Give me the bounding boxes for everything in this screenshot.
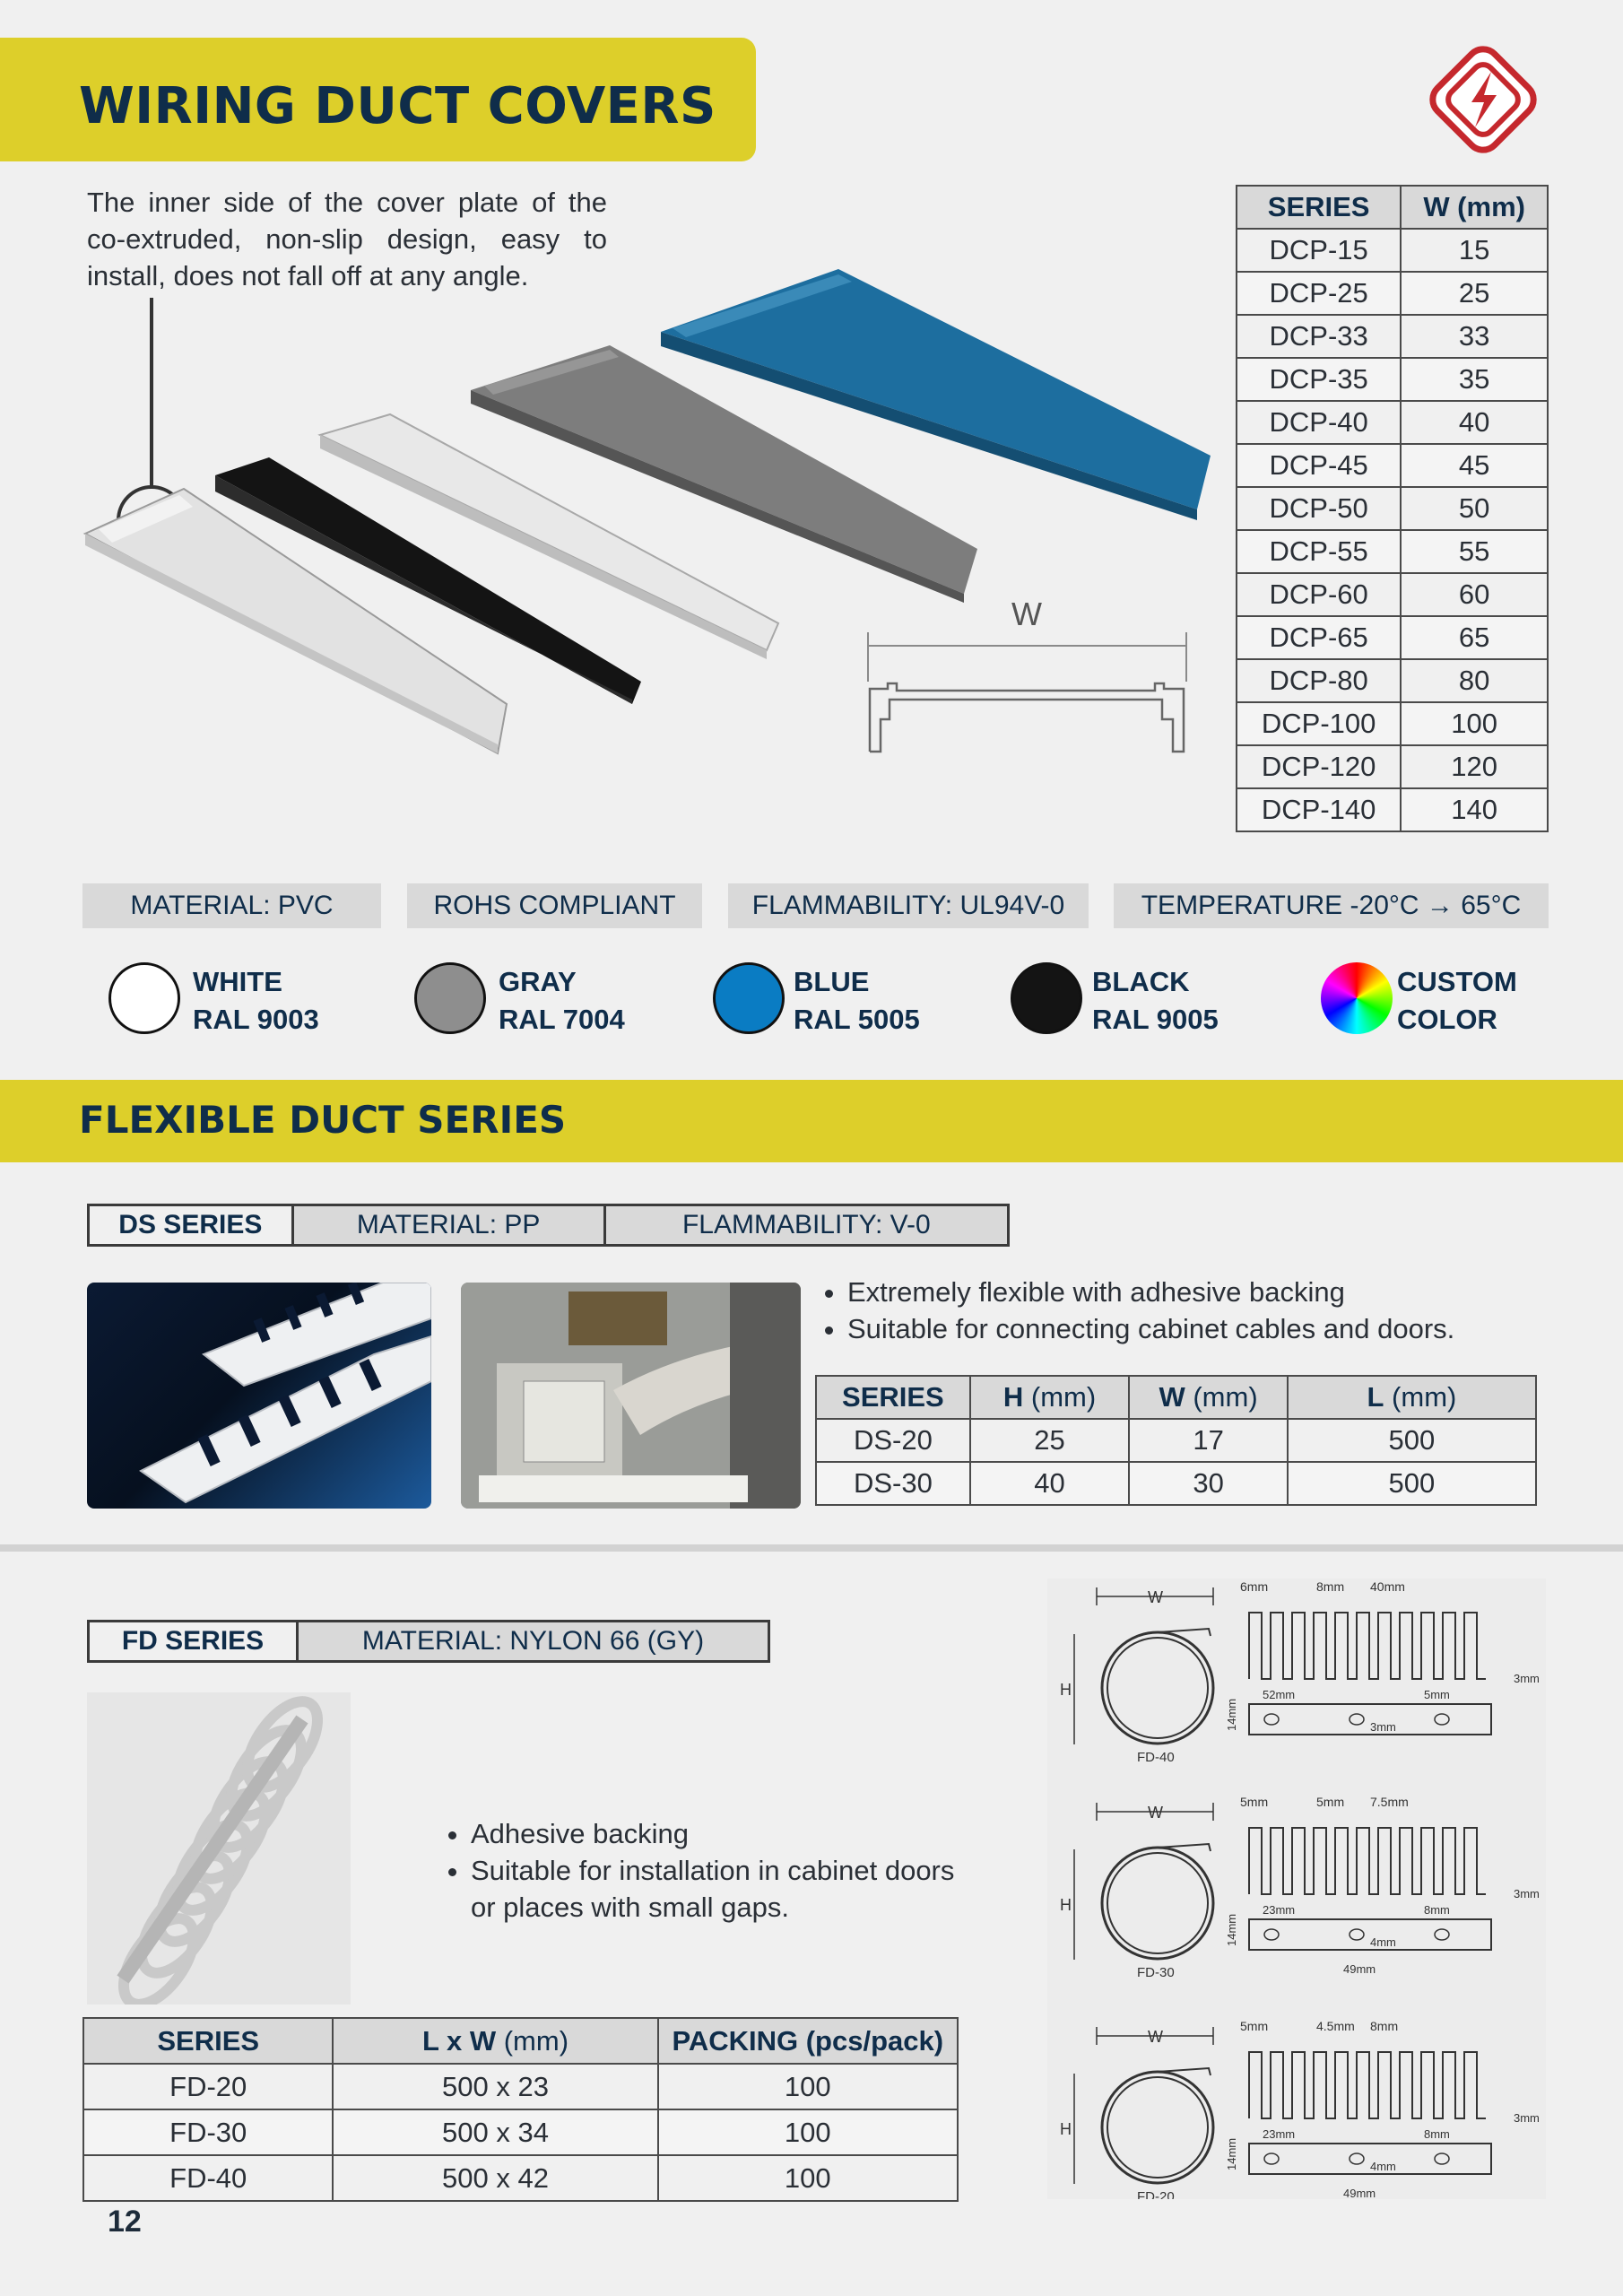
- dimension-label: 5mm: [1424, 1688, 1450, 1701]
- ds-flammability-tag: FLAMMABILITY: V-0: [603, 1206, 1007, 1244]
- dimension-label: 5mm: [1240, 2019, 1269, 2033]
- table-cell: 60: [1401, 573, 1548, 616]
- table-cell: 100: [658, 2064, 958, 2109]
- ds-feature-item: • Suitable for connecting cabinet cables and doors.: [847, 1310, 1454, 1347]
- dimension-label: 7.5mm: [1370, 1795, 1409, 1809]
- table-row: [816, 1462, 1536, 1505]
- width-dimension-label: W: [1011, 596, 1042, 632]
- table-cell: DCP-35: [1237, 358, 1401, 401]
- dimension-label: 8mm: [1424, 1903, 1450, 1917]
- table-cell: 500: [1288, 1419, 1536, 1462]
- ds-application-photo: [461, 1283, 801, 1509]
- dimension-label: 8mm: [1424, 2127, 1450, 2141]
- table-cell: DCP-50: [1237, 487, 1401, 530]
- col-header-series: SERIES: [1237, 186, 1401, 229]
- dimension-label: 14mm: [1225, 2137, 1238, 2170]
- fd-series-tag: FD SERIES: [90, 1622, 296, 1660]
- table-cell: DCP-80: [1237, 659, 1401, 702]
- section-divider: [0, 1544, 1623, 1552]
- model-label: FD-30: [1137, 1965, 1175, 1980]
- table-cell: 80: [1401, 659, 1548, 702]
- col-header-length: L (mm): [1288, 1376, 1536, 1419]
- table-cell: 100: [1401, 702, 1548, 745]
- ds-feature-item: • Extremely flexible with adhesive backing: [847, 1274, 1454, 1310]
- table-cell: DCP-40: [1237, 401, 1401, 444]
- dimension-label: 49mm: [1343, 2187, 1376, 2199]
- table-cell: DCP-33: [1237, 315, 1401, 358]
- table-row: [1237, 702, 1548, 745]
- table-row: [1237, 573, 1548, 616]
- table-cell: FD-30: [83, 2109, 333, 2155]
- table-cell: 140: [1401, 788, 1548, 831]
- fd-technical-drawings: [1047, 1578, 1546, 2199]
- col-header-width: W (mm): [1129, 1376, 1288, 1419]
- table-cell: DCP-60: [1237, 573, 1401, 616]
- dimension-label: 3mm: [1514, 1672, 1540, 1685]
- fd-drawing: [1060, 1579, 1540, 1765]
- table-cell: 500 x 23: [333, 2064, 657, 2109]
- table-cell: DCP-140: [1237, 788, 1401, 831]
- ds-spec-table: [815, 1375, 1537, 1506]
- ds-series-tags: [87, 1204, 1010, 1247]
- dimension-label: 14mm: [1225, 1913, 1238, 1946]
- table-cell: DCP-120: [1237, 745, 1401, 788]
- table-cell: 40: [970, 1462, 1130, 1505]
- title-banner: [0, 38, 756, 161]
- dimension-label: 49mm: [1343, 1962, 1376, 1976]
- table-row: [816, 1419, 1536, 1462]
- custom-color-label: CUSTOM COLOR: [1397, 966, 1517, 1035]
- model-label: FD-20: [1137, 2189, 1175, 2199]
- dimension-label: 8mm: [1316, 1579, 1345, 1594]
- fd-spec-table: [82, 2017, 959, 2202]
- table-cell: DCP-100: [1237, 702, 1401, 745]
- ds-series-tag: DS SERIES: [90, 1206, 291, 1244]
- table-cell: 500 x 34: [333, 2109, 657, 2155]
- table-cell: 100: [658, 2109, 958, 2155]
- table-cell: FD-20: [83, 2064, 333, 2109]
- gray-swatch: [414, 962, 486, 1034]
- table-cell: FD-40: [83, 2155, 333, 2201]
- duct-covers-illustration: [81, 260, 1219, 762]
- table-cell: 17: [1129, 1419, 1288, 1462]
- gray-label: GRAY RAL 7004: [499, 966, 625, 1035]
- table-row: [1237, 745, 1548, 788]
- fd-feature-item: • Adhesive backing: [471, 1815, 973, 1852]
- table-cell: 65: [1401, 616, 1548, 659]
- fd-feature-list: [438, 1815, 973, 1926]
- table-cell: 500 x 42: [333, 2155, 657, 2201]
- table-cell: 40: [1401, 401, 1548, 444]
- dimension-label: 23mm: [1263, 2127, 1296, 2141]
- table-row: [83, 2064, 958, 2109]
- table-cell: 33: [1401, 315, 1548, 358]
- fd-material-tag: MATERIAL: NYLON 66 (GY): [296, 1622, 768, 1660]
- white-swatch: [108, 962, 180, 1034]
- property-flammability: FLAMMABILITY: UL94V-0: [728, 883, 1089, 928]
- width-label: W: [1148, 1588, 1163, 1606]
- table-cell: DS-30: [816, 1462, 970, 1505]
- cover-width-table: [1236, 185, 1549, 832]
- fd-drawing: [1060, 2019, 1540, 2199]
- page-title: WIRING DUCT COVERS: [79, 77, 716, 135]
- table-row: [1237, 229, 1548, 272]
- ds-material-tag: MATERIAL: PP: [291, 1206, 603, 1244]
- table-cell: 35: [1401, 358, 1548, 401]
- table-cell: 25: [970, 1419, 1130, 1462]
- black-label: BLACK RAL 9005: [1092, 966, 1219, 1035]
- white-label: WHITE RAL 9003: [193, 966, 319, 1035]
- width-label: W: [1148, 1804, 1163, 1822]
- dimension-label: 5mm: [1316, 1795, 1345, 1809]
- col-header-series: SERIES: [816, 1376, 970, 1419]
- table-cell: 15: [1401, 229, 1548, 272]
- blue-label: BLUE RAL 5005: [794, 966, 920, 1035]
- dimension-label: 23mm: [1263, 1903, 1296, 1917]
- blue-swatch: [713, 962, 785, 1034]
- col-header-dimensions: L x W (mm): [333, 2018, 657, 2064]
- dimension-label: 52mm: [1263, 1688, 1296, 1701]
- intro-text: The inner side of the cover plate of the co-extruded, non-slip design, easy to install, does not fall off at any angle.: [87, 187, 607, 291]
- table-row: [1237, 401, 1548, 444]
- property-temperature: TEMPERATURE -20°C → 65°C: [1114, 883, 1549, 928]
- table-cell: DCP-55: [1237, 530, 1401, 573]
- col-header-series: SERIES: [83, 2018, 333, 2064]
- dimension-label: 40mm: [1370, 1579, 1405, 1594]
- table-cell: 120: [1401, 745, 1548, 788]
- black-swatch: [1011, 962, 1082, 1034]
- dimension-label: 5mm: [1240, 1795, 1269, 1809]
- table-row: [1237, 788, 1548, 831]
- table-cell: 500: [1288, 1462, 1536, 1505]
- table-cell: 50: [1401, 487, 1548, 530]
- table-cell: DS-20: [816, 1419, 970, 1462]
- dimension-label: 3mm: [1514, 1887, 1540, 1900]
- width-label: W: [1148, 2028, 1163, 2046]
- dimension-label: 3mm: [1370, 1720, 1396, 1734]
- section-title: FLEXIBLE DUCT SERIES: [79, 1098, 567, 1142]
- table-cell: DCP-15: [1237, 229, 1401, 272]
- table-row: [1237, 487, 1548, 530]
- flexible-duct-banner: [0, 1080, 1623, 1162]
- dimension-label: 6mm: [1240, 1579, 1269, 1594]
- fd-series-tags: [87, 1620, 770, 1663]
- custom-color-swatch: [1321, 962, 1393, 1034]
- dimension-label: 4mm: [1370, 1935, 1396, 1949]
- dimension-label: 4mm: [1370, 2160, 1396, 2173]
- dimension-label: 3mm: [1514, 2111, 1540, 2125]
- table-cell: DCP-65: [1237, 616, 1401, 659]
- dimension-label: 8mm: [1370, 2019, 1399, 2033]
- table-row: [1237, 272, 1548, 315]
- table-row: [1237, 616, 1548, 659]
- table-cell: 45: [1401, 444, 1548, 487]
- table-row: [1237, 358, 1548, 401]
- table-row: [1237, 659, 1548, 702]
- table-cell: 100: [658, 2155, 958, 2201]
- fd-product-photo: [87, 1692, 351, 2005]
- height-label: H: [1060, 1681, 1072, 1699]
- fd-drawing: [1060, 1795, 1540, 1980]
- height-label: H: [1060, 1896, 1072, 1914]
- table-cell: DCP-45: [1237, 444, 1401, 487]
- height-label: H: [1060, 2120, 1072, 2138]
- company-logo: [1421, 38, 1545, 161]
- table-row: [1237, 444, 1548, 487]
- model-label: FD-40: [1137, 1750, 1175, 1765]
- dimension-label: 14mm: [1225, 1698, 1238, 1731]
- table-cell: 55: [1401, 530, 1548, 573]
- ds-product-photo: [87, 1283, 431, 1509]
- property-material: MATERIAL: PVC: [82, 883, 381, 928]
- table-row: [83, 2155, 958, 2201]
- ds-feature-list: [815, 1274, 1454, 1347]
- page-number: 12: [108, 2205, 142, 2239]
- dimension-label: 4.5mm: [1316, 2019, 1355, 2033]
- table-row: [1237, 315, 1548, 358]
- table-cell: 30: [1129, 1462, 1288, 1505]
- table-row: [1237, 530, 1548, 573]
- fd-feature-item: • Suitable for installation in cabinet doors or places with small gaps.: [471, 1852, 973, 1926]
- table-row: [83, 2109, 958, 2155]
- col-header-height: H (mm): [970, 1376, 1130, 1419]
- col-header-width: W (mm): [1401, 186, 1548, 229]
- table-cell: DCP-25: [1237, 272, 1401, 315]
- col-header-packing: PACKING (pcs/pack): [658, 2018, 958, 2064]
- property-rohs: ROHS COMPLIANT: [407, 883, 702, 928]
- table-cell: 25: [1401, 272, 1548, 315]
